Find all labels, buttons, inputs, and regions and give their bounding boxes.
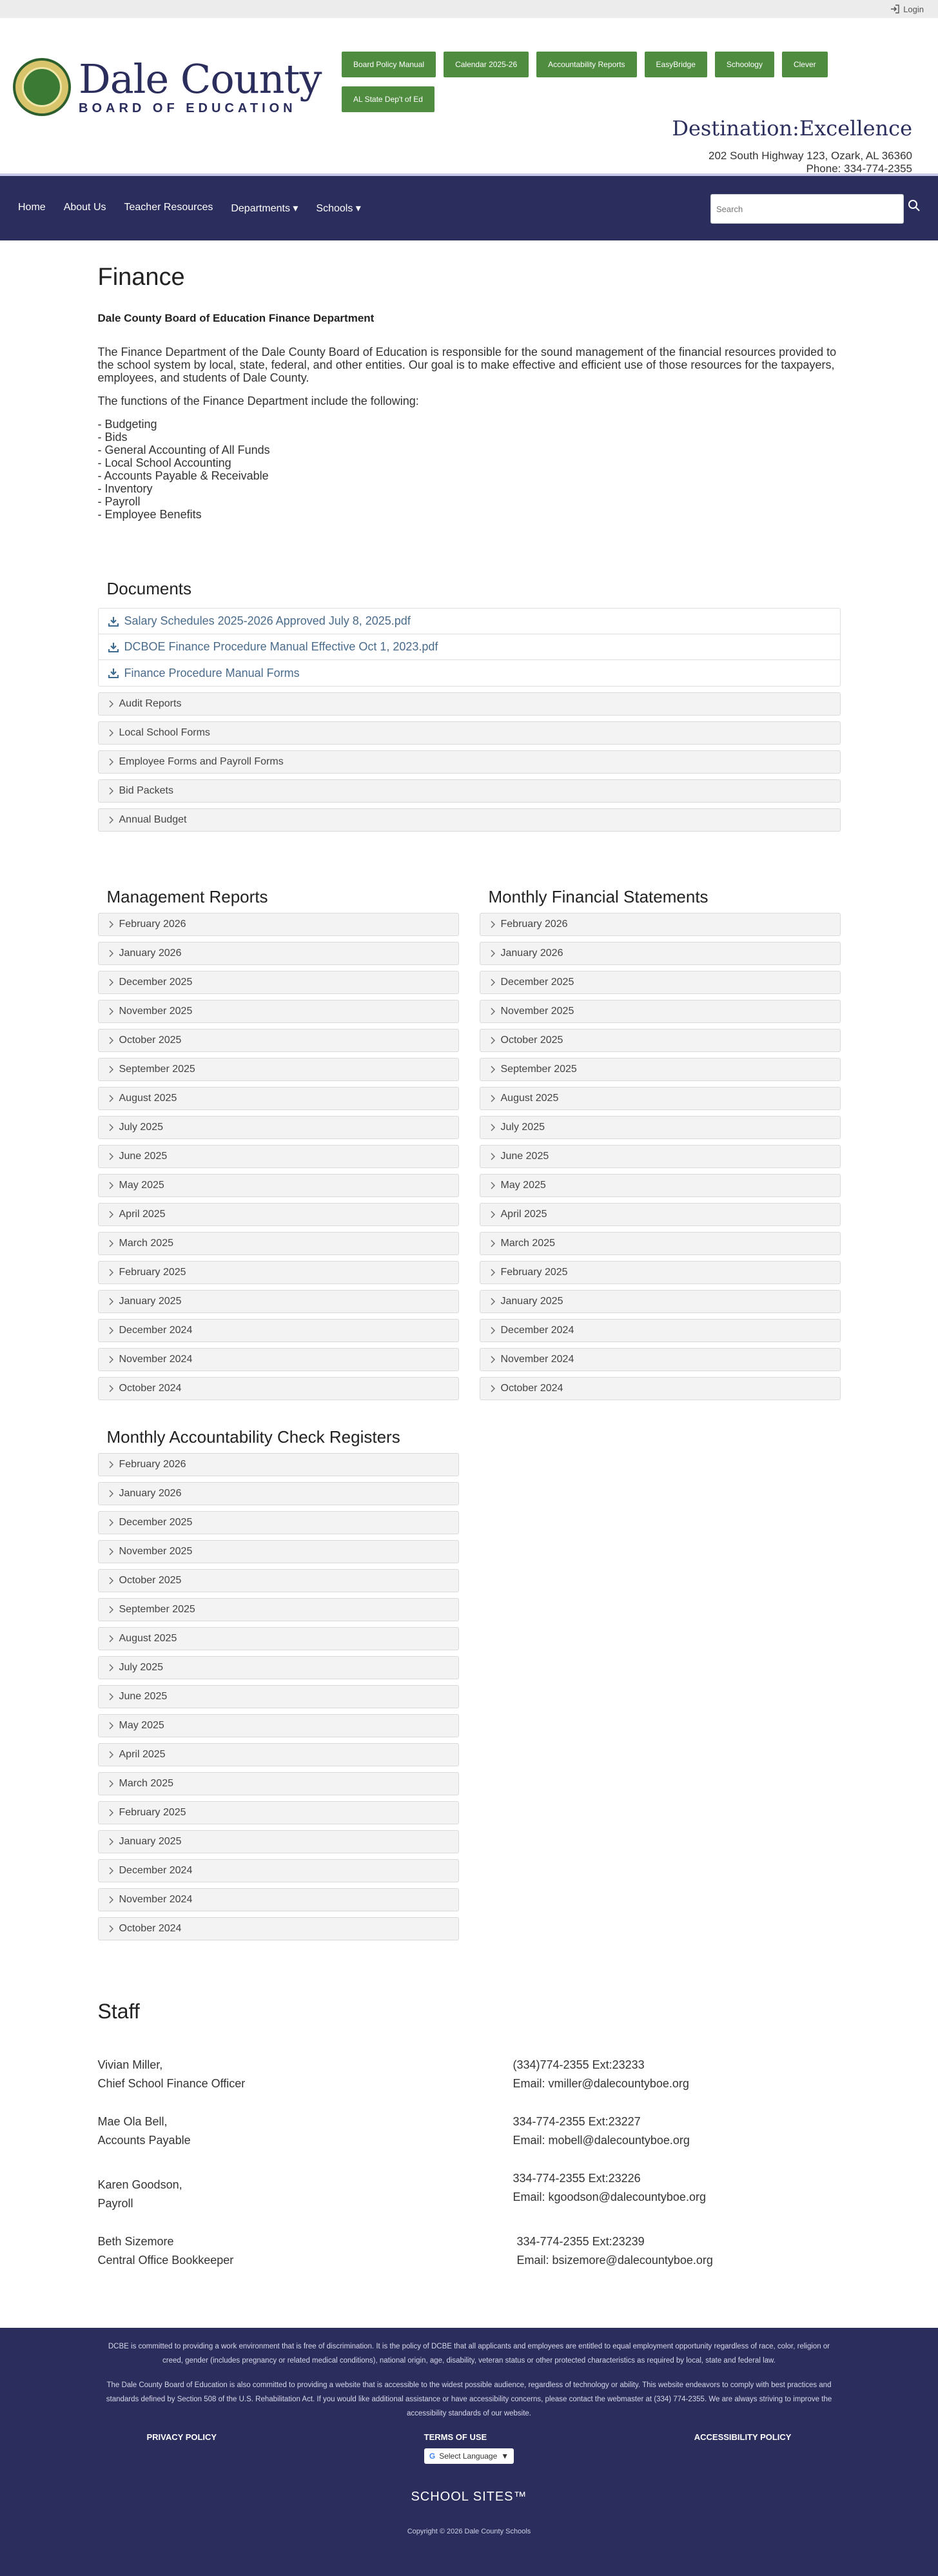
statement-month[interactable] [480,913,841,936]
statement-month-label: January 2026 [500,948,563,959]
chevron-right-icon [108,1606,114,1614]
chevron-right-icon [108,758,114,766]
staff-name: Karen Goodson, [97,2178,182,2191]
chevron-right-icon [489,1240,496,1247]
staff-email[interactable]: Email: bsizemore@dalecountyboe.org [516,2254,713,2267]
folder-accordion[interactable] [98,692,841,716]
chevron-right-icon [108,1548,114,1556]
main-content [98,240,841,2328]
chevron-right-icon [108,1037,114,1044]
statement-month[interactable] [480,1116,841,1139]
chevron-right-icon [108,700,114,708]
management-report-month-label: December 2024 [119,1325,193,1336]
management-report-month[interactable] [98,1174,459,1197]
check-registers-title: Monthly Accountability Check Registers [106,1427,400,1447]
check-register-month[interactable] [98,1627,459,1650]
address: 202 South Highway 123, Ozark, AL 36360 [708,150,912,162]
nav-schools[interactable]: Schools ▾ [316,203,361,214]
staff-email[interactable]: Email: vmiller@dalecountyboe.org [513,2077,689,2090]
chevron-right-icon [489,1327,496,1334]
document-label: DCBOE Finance Procedure Manual Effective Oct 1, 2023.pdf [124,640,438,653]
quick-link-board-policy[interactable]: Board Policy Manual [342,52,436,77]
management-report-month[interactable] [98,1145,459,1168]
document-link[interactable] [99,660,840,686]
site-header [0,18,938,176]
chevron-right-icon [108,816,114,824]
language-selector[interactable] [424,2448,514,2464]
document-link[interactable] [99,609,840,634]
chevron-right-icon [108,1867,114,1875]
management-report-month-label: October 2025 [119,1035,182,1046]
statement-month-label: January 2025 [500,1296,563,1307]
chevron-right-icon [489,1066,496,1073]
chevron-right-icon [108,1664,114,1672]
statement-month-label: August 2025 [500,1093,559,1104]
search-button[interactable] [908,199,922,215]
statement-month[interactable] [480,1232,841,1255]
chevron-right-icon [108,729,114,737]
accessibility-policy-link[interactable]: ACCESSIBILITY POLICY [694,2432,792,2442]
document-label: Finance Procedure Manual Forms [124,666,300,679]
statement-month-label: October 2024 [500,1383,563,1394]
chevron-right-icon [108,1182,114,1189]
chevron-right-icon [489,1182,496,1189]
check-register-month[interactable] [98,1917,459,1940]
check-register-month[interactable] [98,1830,459,1853]
staff-name: Beth Sizemore [97,2235,174,2248]
folder-accordion[interactable] [98,721,841,745]
staff-role: Payroll [97,2197,133,2210]
check-register-month[interactable] [98,1569,459,1592]
staff-phone: (334)774-2355 Ext:23233 [513,2058,645,2071]
management-report-month-label: February 2026 [119,919,186,930]
check-registers-section [98,1427,459,1940]
check-register-month[interactable] [98,1482,459,1505]
chevron-right-icon [108,1066,114,1073]
chevron-right-icon [108,1635,114,1643]
statement-month[interactable] [480,1145,841,1168]
management-reports-section [98,887,459,1400]
document-link[interactable] [99,634,840,660]
check-register-month-label: November 2024 [119,1894,193,1905]
statement-month-label: November 2024 [500,1354,574,1365]
documents-section [98,579,841,832]
folder-accordion[interactable] [98,779,841,803]
staff-member [98,2113,841,2150]
district-seal-icon [13,58,71,116]
folder-accordion-label: Employee Forms and Payroll Forms [119,756,284,767]
chevron-right-icon [108,979,114,986]
check-register-month-label: January 2025 [119,1836,182,1847]
functions-intro: The functions of the Finance Department include the following: [97,395,419,407]
statement-month-label: November 2025 [500,1006,574,1017]
phone: Phone: 334-774-2355 [806,162,912,175]
management-report-month[interactable] [98,1058,459,1081]
language-label: Select Language [439,2452,498,2461]
staff-phone: 334-774-2355 Ext:23227 [513,2115,641,2128]
management-report-month[interactable] [98,1377,459,1400]
chevron-right-icon [489,1298,496,1305]
page-title: Finance [97,264,185,291]
chevron-right-icon [489,1153,496,1160]
list-item: - Accounts Payable & Receivable [97,469,269,482]
management-reports-title: Management Reports [106,887,268,906]
staff-role: Central Office Bookkeeper [97,2254,234,2267]
statement-month-label: September 2025 [500,1064,577,1075]
statement-month[interactable] [480,1290,841,1313]
staff-phone: 334-774-2355 Ext:23226 [513,2172,641,2185]
statement-month-label: May 2025 [500,1180,546,1191]
management-report-month-label: August 2025 [119,1093,177,1104]
intro-paragraph: The Finance Department of the Dale County Board of Education is responsible for the sound management of the financial resources provided to the school system by local, state, federal, and other entities. Our goal is to make effective and efficient use of those resources for the taxpayers, employees, and students of Dale County. [97,346,837,384]
chevron-right-icon [108,1722,114,1730]
staff-member [98,2056,841,2093]
check-register-month[interactable] [98,1743,459,1766]
management-report-month[interactable] [98,1203,459,1226]
chevron-right-icon [108,1124,114,1131]
quick-link-schoology[interactable]: Schoology [715,52,774,77]
check-register-month[interactable] [98,1656,459,1679]
list-item: - Payroll [97,495,141,508]
privacy-policy-link[interactable]: PRIVACY POLICY [146,2432,217,2442]
chevron-right-icon [108,1693,114,1701]
management-report-month[interactable] [98,1261,459,1284]
footer-links [147,2432,792,2442]
check-register-month-label: February 2025 [119,1807,186,1818]
copyright: Copyright © 2026 Dale County Schools [407,2528,531,2535]
management-report-month[interactable] [98,1087,459,1110]
top-utility-bar [0,0,938,18]
destination-block [672,116,912,175]
statement-month[interactable] [480,1087,841,1110]
staff-role: Accounts Payable [97,2134,191,2147]
chevron-right-icon [108,950,114,957]
site-footer [0,2328,938,2576]
list-item: - General Accounting of All Funds [97,444,270,456]
check-register-month-label: March 2025 [119,1778,173,1789]
statement-month[interactable] [480,1174,841,1197]
management-report-month-label: September 2025 [119,1064,195,1075]
chevron-right-icon [108,1838,114,1846]
list-item: - Inventory [97,482,153,495]
chevron-right-icon [108,921,114,928]
management-report-month[interactable] [98,942,459,965]
statement-month-label: July 2025 [500,1122,545,1133]
management-report-month-label: April 2025 [119,1209,166,1220]
check-register-month[interactable] [98,1801,459,1824]
quick-link-calendar[interactable]: Calendar 2025-26 [444,52,529,77]
chevron-right-icon [108,1327,114,1334]
quick-link-accountability[interactable]: Accountability Reports [536,52,636,77]
folder-accordion-label: Local School Forms [119,727,210,738]
staff-title: Staff [97,2000,140,2023]
check-register-month[interactable] [98,1511,459,1534]
download-icon [108,667,119,679]
statement-month[interactable] [480,1348,841,1371]
staff-name: Mae Ola Bell, [97,2115,168,2128]
management-report-month-label: November 2024 [119,1354,193,1365]
management-report-month-label: October 2024 [119,1383,182,1394]
chevron-right-icon [108,1269,114,1276]
chevron-right-icon [108,1809,114,1817]
management-report-month[interactable] [98,1029,459,1052]
staff-email[interactable]: Email: mobell@dalecountyboe.org [513,2134,690,2147]
folder-accordion-label: Annual Budget [119,814,187,825]
search-icon [908,199,921,213]
dropdown-arrow-icon: ▼ [501,2452,509,2461]
check-register-month-label: February 2026 [119,1459,186,1470]
management-report-month[interactable] [98,1319,459,1342]
chevron-right-icon [489,921,496,928]
staff-member [98,2169,841,2213]
chevron-right-icon [489,1124,496,1131]
chevron-right-icon [108,787,114,795]
monthly-statements-section [480,887,841,1400]
management-report-month-label: December 2025 [119,977,193,988]
management-report-month[interactable] [98,1290,459,1313]
brand-title: Dale County [79,55,322,102]
management-report-month[interactable] [98,971,459,994]
statement-month-label: December 2024 [500,1325,574,1336]
document-list [98,608,841,687]
statement-month-label: December 2025 [500,977,574,988]
list-item: - Employee Benefits [97,508,202,521]
staff-role: Chief School Finance Officer [97,2077,246,2090]
management-report-month[interactable] [98,1232,459,1255]
statement-month[interactable] [480,1319,841,1342]
check-register-month-label: December 2024 [119,1865,193,1876]
chevron-right-icon [489,1269,496,1276]
nav-teacher-resources[interactable]: Teacher Resources [124,202,213,213]
chevron-right-icon [489,950,496,957]
check-register-month-label: October 2025 [119,1575,182,1586]
folder-accordion[interactable] [98,750,841,774]
check-register-month-label: December 2025 [119,1517,193,1528]
chevron-right-icon [108,1751,114,1759]
statement-month[interactable] [480,1000,841,1023]
brand-subtitle: BOARD OF EDUCATION [79,101,297,115]
main-nav [0,176,938,240]
document-folders [98,692,841,832]
management-report-month-label: June 2025 [119,1151,168,1162]
list-item: - Local School Accounting [97,456,231,469]
chevron-right-icon [489,1356,496,1363]
chevron-right-icon [108,1519,114,1527]
login-icon [890,5,899,14]
check-register-month[interactable] [98,1859,459,1882]
chevron-right-icon [489,979,496,986]
download-icon [108,616,119,627]
management-report-month-label: May 2025 [119,1180,164,1191]
staff-phone: 334-774-2355 Ext:23239 [516,2235,645,2248]
check-register-month[interactable] [98,1453,459,1476]
chevron-right-icon [489,1008,496,1015]
staff-email[interactable]: Email: kgoodson@dalecountyboe.org [513,2191,706,2203]
search-input[interactable] [710,194,904,224]
check-register-month-label: January 2026 [119,1488,182,1499]
folder-accordion-label: Audit Reports [119,698,182,709]
management-report-month-label: January 2025 [119,1296,182,1307]
check-register-month-label: November 2025 [119,1546,193,1557]
check-register-month[interactable] [98,1772,459,1795]
download-icon [108,641,119,653]
nav-about-us[interactable]: About Us [63,202,106,213]
statement-month-label: March 2025 [500,1238,555,1249]
terms-of-use-link[interactable]: TERMS OF USE [424,2432,487,2442]
site-logo[interactable] [13,55,322,116]
quick-links [342,52,857,112]
statement-month-label: October 2025 [500,1035,563,1046]
statement-month[interactable] [480,1058,841,1081]
management-report-month-label: July 2025 [119,1122,163,1133]
accessibility-statement: The Dale County Board of Education is also committed to providing a website that is accessible to the widest possible audience, regardless of technology or ability. This website endeavors to comply with best practices and standards defined by Section 508 of the U.S. Rehabilitation Act. If you would like additional assistance or have accessibility concerns, please contact the webmaster at (334) 774-2355. We are always striving to improve the accessibility standards of our website. [106,2381,832,2417]
chevron-right-icon [108,1780,114,1788]
chevron-right-icon [108,1461,114,1469]
chevron-right-icon [108,1925,114,1933]
reports-columns [98,887,841,1400]
chevron-right-icon [489,1211,496,1218]
staff-member [98,2232,841,2270]
folder-accordion-label: Bid Packets [119,785,173,796]
check-register-month-label: June 2025 [119,1691,168,1702]
check-register-month-label: October 2024 [119,1923,182,1934]
school-sites-logo[interactable]: SCHOOL SITES™ [411,2490,527,2504]
quick-link-al-state-ed[interactable]: AL State Dep't of Ed [342,86,435,112]
chevron-right-icon [108,1008,114,1015]
chevron-right-icon [489,1037,496,1044]
quick-link-easybridge[interactable]: EasyBridge [645,52,707,77]
chevron-right-icon [108,1211,114,1218]
staff-section [98,2000,841,2328]
documents-title: Documents [106,579,191,598]
statement-month[interactable] [480,942,841,965]
chevron-right-icon [108,1240,114,1247]
chevron-right-icon [108,1385,114,1392]
statement-month-label: February 2026 [500,919,568,930]
folder-accordion[interactable] [98,808,841,832]
statement-month[interactable] [480,1203,841,1226]
check-register-month[interactable] [98,1540,459,1563]
check-register-month-label: April 2025 [119,1749,166,1760]
check-register-month-label: July 2025 [119,1662,163,1673]
list-item: - Bids [97,431,128,444]
chevron-right-icon [108,1298,114,1305]
statement-month-label: February 2025 [500,1267,568,1278]
statement-month[interactable] [480,1029,841,1052]
management-report-month-label: November 2025 [119,1006,193,1017]
login-link[interactable] [890,5,924,14]
chevron-right-icon [489,1385,496,1392]
nondiscrimination-statement: DCBE is committed to providing a work environment that is free of discrimination. It is the policy of DCBE that all applicants and employees are entitled to equal employment opportunity regardless of race, color, religion or creed, gender (includes pregnancy or related medical conditions), national origin, age, disability, veteran status or other protected characteristics as required by local, state and federal law. [108,2343,830,2365]
check-register-month-label: September 2025 [119,1604,195,1615]
check-register-month[interactable] [98,1714,459,1737]
chevron-right-icon [108,1896,114,1904]
staff-name: Vivian Miller, [97,2058,163,2071]
destination-title: Destination:Excellence [672,116,912,141]
check-register-month-label: May 2025 [119,1720,164,1731]
management-report-month[interactable] [98,913,459,936]
chevron-right-icon [108,1577,114,1585]
chevron-right-icon [108,1490,114,1498]
quick-link-clever[interactable]: Clever [782,52,828,77]
statement-month[interactable] [480,1377,841,1400]
management-report-month[interactable] [98,1116,459,1139]
nav-home[interactable]: Home [18,202,46,213]
statement-month[interactable] [480,971,841,994]
check-register-month[interactable] [98,1685,459,1708]
chevron-right-icon [108,1153,114,1160]
management-report-month-label: March 2025 [119,1238,173,1249]
check-register-month-label: August 2025 [119,1633,177,1644]
chevron-right-icon [108,1356,114,1363]
check-register-month[interactable] [98,1888,459,1911]
monthly-statements-title: Monthly Financial Statements [488,887,708,906]
chevron-right-icon [108,1095,114,1102]
google-g-icon: G [429,2452,436,2461]
check-register-month[interactable] [98,1598,459,1621]
management-report-month-label: February 2025 [119,1267,186,1278]
management-report-month[interactable] [98,1348,459,1371]
nav-departments[interactable]: Departments ▾ [231,203,298,214]
functions-list [98,418,841,521]
management-report-month-label: January 2026 [119,948,182,959]
statement-month-label: April 2025 [500,1209,547,1220]
management-report-month[interactable] [98,1000,459,1023]
statement-month[interactable] [480,1261,841,1284]
document-label: Salary Schedules 2025-2026 Approved July 8, 2025.pdf [124,614,411,627]
login-label: Login [903,4,924,14]
statement-month-label: June 2025 [500,1151,549,1162]
chevron-right-icon [489,1095,496,1102]
department-heading: Dale County Board of Education Finance Department [97,312,375,324]
list-item: - Budgeting [97,418,157,431]
